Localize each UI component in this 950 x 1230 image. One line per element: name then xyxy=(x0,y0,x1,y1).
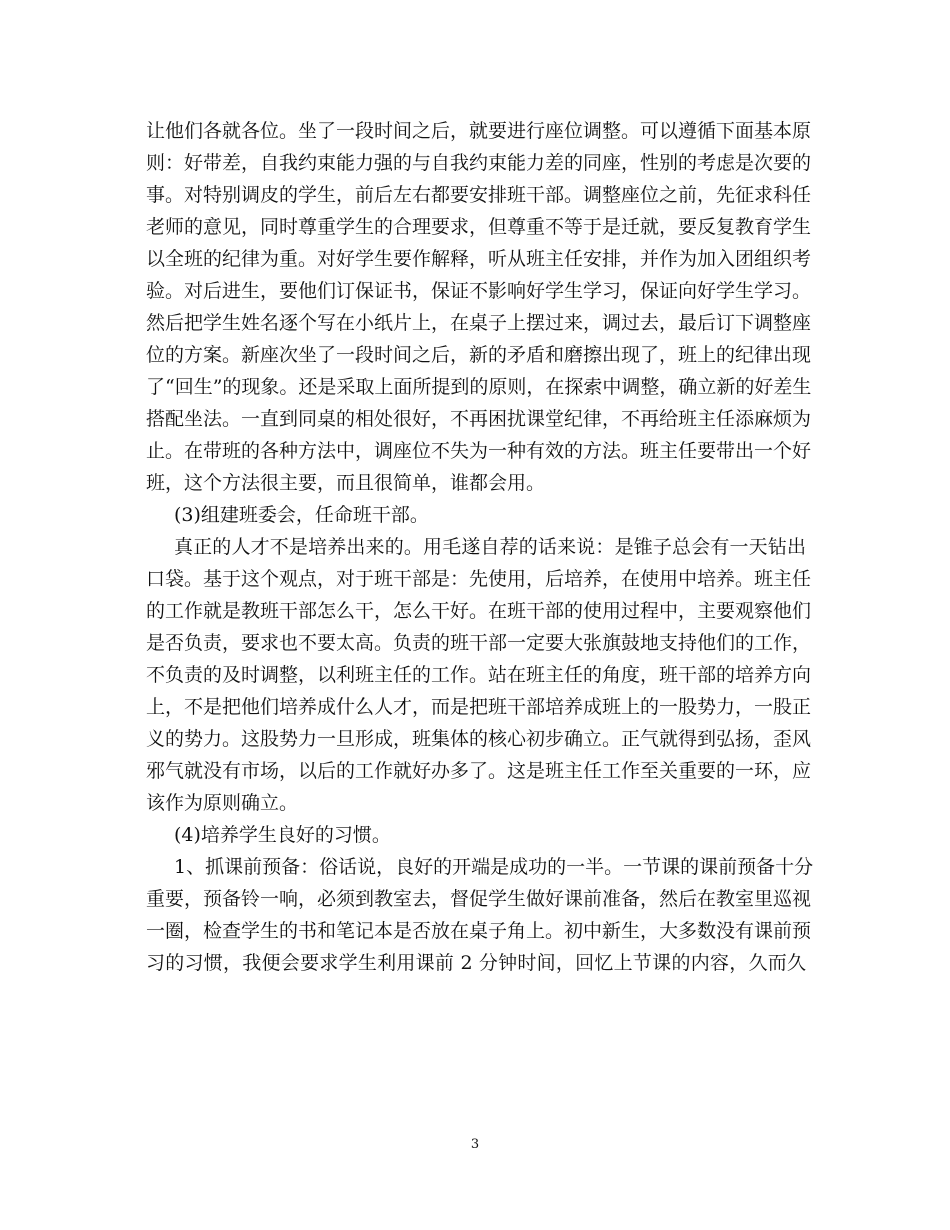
text-line: 一圈，检查学生的书和笔记本是否放在桌子角上。初中新生，大多数没有课前预 xyxy=(146,920,812,942)
text-line: 则：好带差，自我约束能力强的与自我约束能力差的同座，性别的考虑是次要的 xyxy=(146,152,812,174)
page-number: 3 xyxy=(470,1137,480,1152)
text-line: 口袋。基于这个观点，对于班干部是：先使用，后培养，在使用中培养。班主任 xyxy=(146,568,812,590)
text-line: 了“回生”的现象。还是采取上面所提到的原则，在探索中调整，确立新的好差生 xyxy=(146,376,812,398)
text-line: 习的习惯，我便会要求学生利用课前 2 分钟时间，回忆上节课的内容，久而久 xyxy=(146,952,806,974)
text-line: (4)培养学生良好的习惯。 xyxy=(174,824,391,846)
text-line: 该作为原则确立。 xyxy=(146,792,299,814)
text-line: 重要，预备铃一响，必须到教室去，督促学生做好课前准备，然后在教室里巡视 xyxy=(146,888,812,910)
text-line: 班，这个方法很主要，而且很简单，谁都会用。 xyxy=(146,472,546,494)
text-line: 上，不是把他们培养成什么人才，而是把班干部培养成班上的一股势力，一股正 xyxy=(146,696,812,718)
text-line: 不负责的及时调整，以利班主任的工作。站在班主任的角度，班干部的培养方向 xyxy=(146,664,812,686)
paragraph-lines xyxy=(146,120,814,984)
text-line: 邪气就没有市场，以后的工作就好办多了。这是班主任工作至关重要的一环，应 xyxy=(146,760,812,782)
text-line: 义的势力。这股势力一旦形成，班集体的核心初步确立。正气就得到弘扬，歪风 xyxy=(146,728,812,750)
text-line: 然后把学生姓名逐个写在小纸片上，在桌子上摆过来，调过去，最后订下调整座 xyxy=(146,312,812,334)
text-line: 是否负责，要求也不要太高。负责的班干部一定要大张旗鼓地支持他们的工作， xyxy=(146,632,812,654)
text-line: (3)组建班委会，任命班干部。 xyxy=(174,504,429,526)
document-body xyxy=(146,120,814,984)
text-line: 止。在带班的各种方法中，调座位不失为一种有效的方法。班主任要带出一个好 xyxy=(146,440,812,462)
text-line: 以全班的纪律为重。对好学生要作解释，听从班主任安排，并作为加入团组织考 xyxy=(146,248,812,270)
text-line: 验。对后进生，要他们订保证书，保证不影响好学生学习，保证向好学生学习。 xyxy=(146,280,812,302)
text-line: 位的方案。新座次坐了一段时间之后，新的矛盾和磨擦出现了，班上的纪律出现 xyxy=(146,344,812,366)
text-line: 的工作就是教班干部怎么干，怎么干好。在班干部的使用过程中，主要观察他们 xyxy=(146,600,812,622)
text-line: 1、抓课前预备：俗话说，良好的开端是成功的一半。一节课的课前预备十分 xyxy=(174,856,814,878)
text-line: 真正的人才不是培养出来的。用毛遂自荐的话来说：是锥子总会有一天钻出 xyxy=(174,536,806,558)
text-line: 老师的意见，同时尊重学生的合理要求，但尊重不等于是迁就，要反复教育学生 xyxy=(146,216,812,238)
text-line: 让他们各就各位。坐了一段时间之后，就要进行座位调整。可以遵循下面基本原 xyxy=(146,120,812,142)
text-line: 事。对特别调皮的学生，前后左右都要安排班干部。调整座位之前，先征求科任 xyxy=(146,184,812,206)
text-line: 搭配坐法。一直到同桌的相处很好，不再困扰课堂纪律，不再给班主任添麻烦为 xyxy=(146,408,812,430)
